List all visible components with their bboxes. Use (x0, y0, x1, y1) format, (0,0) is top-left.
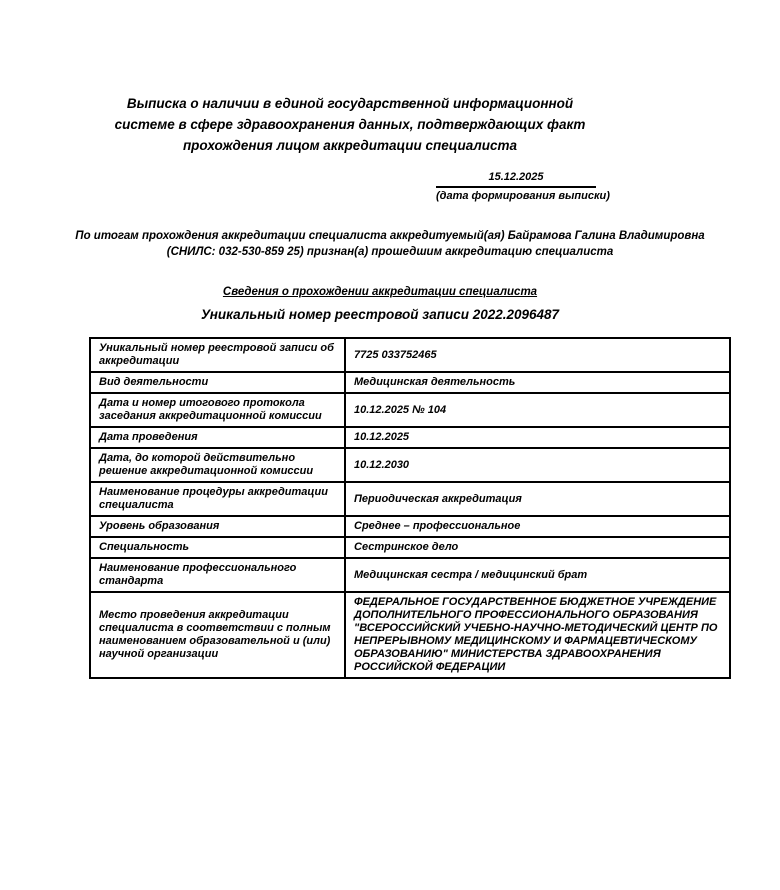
issue-date-value: 15.12.2025 (436, 171, 596, 188)
row-value: Медицинская деятельность (345, 372, 730, 393)
table-row (90, 393, 730, 427)
table-row (90, 516, 730, 537)
table-row (90, 372, 730, 393)
issue-date-block (436, 171, 610, 203)
row-label: Дата, до которой действительно решение аккредитационной комиссии (90, 448, 345, 482)
row-value: Сестринское дело (345, 537, 730, 558)
row-value: 7725 033752465 (345, 338, 730, 372)
row-label: Уникальный номер реестровой записи об аккредитации (90, 338, 345, 372)
table-row (90, 338, 730, 372)
row-label: Уровень образования (90, 516, 345, 537)
table-row (90, 592, 730, 678)
document-title-line-3: прохождения лицом аккредитации специалиста (182, 138, 518, 153)
row-label: Наименование процедуры аккредитации специалиста (90, 482, 345, 516)
row-label: Дата проведения (90, 427, 345, 448)
document-title-line-2: системе в сфере здравоохранения данных, подтверждающих факт (114, 117, 586, 132)
intro-paragraph: По итогам прохождения аккредитации специалиста аккредитуемый(ая) Байрамова Галина Владимировна (СНИЛС: 032-530-859 25) признан(а) прошедшим аккредитацию специалиста (75, 230, 705, 258)
document-title-line-1: Выписка о наличии в единой государственной информационной (126, 96, 574, 111)
row-label: Дата и номер итогового протокола заседания аккредитационной комиссии (90, 393, 345, 427)
table-row (90, 427, 730, 448)
row-value: Периодическая аккредитация (345, 482, 730, 516)
row-label: Вид деятельности (90, 372, 345, 393)
issue-date-caption: (дата формирования выписки) (436, 190, 610, 202)
row-label: Место проведения аккредитации специалиста в соответствии с полным наименованием образовательной и (или) научной организации (90, 592, 345, 678)
section-heading: Сведения о прохождении аккредитации специалиста (222, 286, 538, 298)
row-value: ФЕДЕРАЛЬНОЕ ГОСУДАРСТВЕННОЕ БЮДЖЕТНОЕ УЧРЕЖДЕНИЕ ДОПОЛНИТЕЛЬНОГО ПРОФЕССИОНАЛЬНОГО ОБРАЗОВАНИЯ "ВСЕРОССИЙСКИЙ УЧЕБНО-НАУЧНО-МЕТОДИЧЕСКИЙ ЦЕНТР ПО НЕПРЕРЫВНОМУ МЕДИЦИНСКОМУ И ФАРМАЦЕВТИЧЕСКОМУ ОБРАЗОВАНИЮ" МИНИСТЕРСТВА ЗДРАВООХРАНЕНИЯ РОССИЙСКОЙ ФЕДЕРАЦИИ (345, 592, 730, 678)
table-row (90, 448, 730, 482)
table-row (90, 558, 730, 592)
row-value: 10.12.2030 (345, 448, 730, 482)
row-value: Среднее – профессиональное (345, 516, 730, 537)
row-label: Наименование профессионального стандарта (90, 558, 345, 592)
row-value: Медицинская сестра / медицинский брат (345, 558, 730, 592)
row-value: 10.12.2025 (345, 427, 730, 448)
table-row (90, 482, 730, 516)
document-title (50, 93, 650, 156)
registry-number-heading: Уникальный номер реестровой записи 2022.2096487 (200, 307, 560, 322)
accreditation-table (89, 337, 731, 679)
row-label: Специальность (90, 537, 345, 558)
table-row (90, 537, 730, 558)
row-value: 10.12.2025 № 104 (345, 393, 730, 427)
